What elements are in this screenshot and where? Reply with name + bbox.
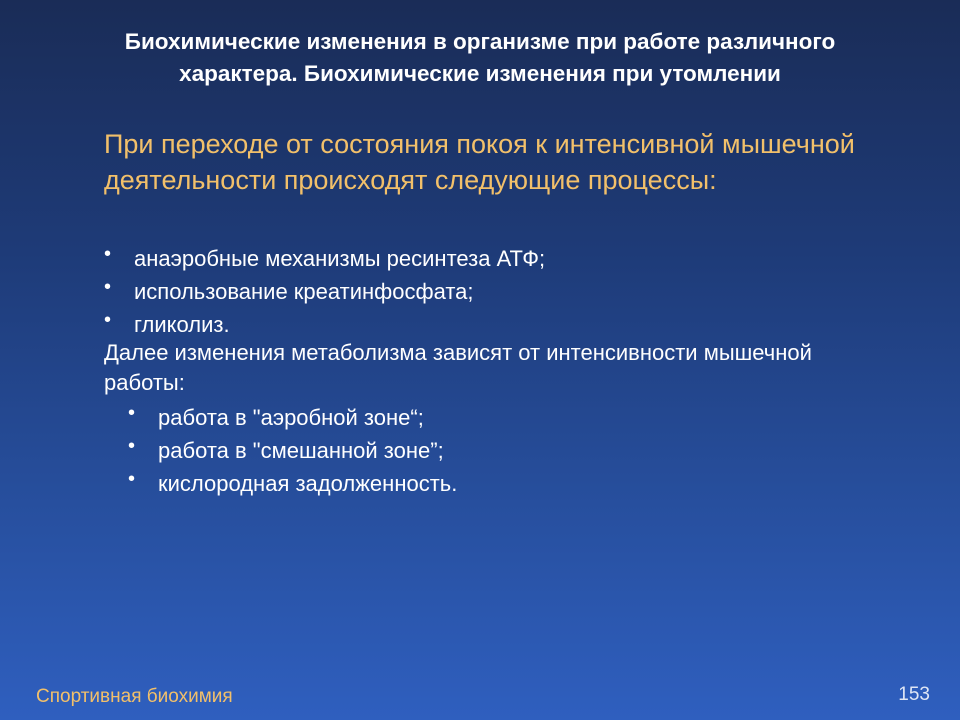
- list-item-text: работа в "смешанной зоне”;: [158, 438, 444, 463]
- bullet-icon: •: [128, 468, 136, 490]
- list-item-text: кислородная задолженность.: [158, 471, 458, 496]
- title-line-1: Биохимические изменения в организме при работе различного: [124, 29, 836, 54]
- bullet-icon: •: [104, 276, 112, 298]
- list-item-text: использование креатинфосфата;: [134, 279, 474, 304]
- list-item: [128, 401, 888, 434]
- bullet-icon: •: [104, 243, 112, 265]
- slide-title: [40, 26, 920, 90]
- page-number: 153: [898, 684, 930, 705]
- bullet-icon: •: [128, 435, 136, 457]
- bullet-icon: •: [128, 402, 136, 424]
- list-item-text: работа в "аэробной зоне“;: [158, 405, 424, 430]
- footer-course-name: Спортивная биохимия: [36, 686, 233, 707]
- list-item-text: гликолиз.: [134, 312, 230, 337]
- lead-text: При переходе от состояния покоя к интенсивной мышечной деятельности происходят следующие процессы:: [104, 129, 855, 195]
- zone-list: [128, 401, 888, 500]
- list-item: [128, 467, 888, 500]
- bullet-icon: •: [104, 309, 112, 331]
- list-item: [128, 434, 888, 467]
- title-line-2: характера. Биохимические изменения при утомлении: [179, 61, 781, 86]
- list-item: [104, 275, 884, 308]
- list-item: [104, 242, 884, 275]
- list-item: [104, 308, 884, 341]
- list-item-text: анаэробные механизмы ресинтеза АТФ;: [134, 246, 546, 271]
- process-list: [104, 242, 884, 341]
- metabolism-paragraph: Далее изменения метаболизма зависят от интенсивности мышечной работы:: [104, 340, 812, 395]
